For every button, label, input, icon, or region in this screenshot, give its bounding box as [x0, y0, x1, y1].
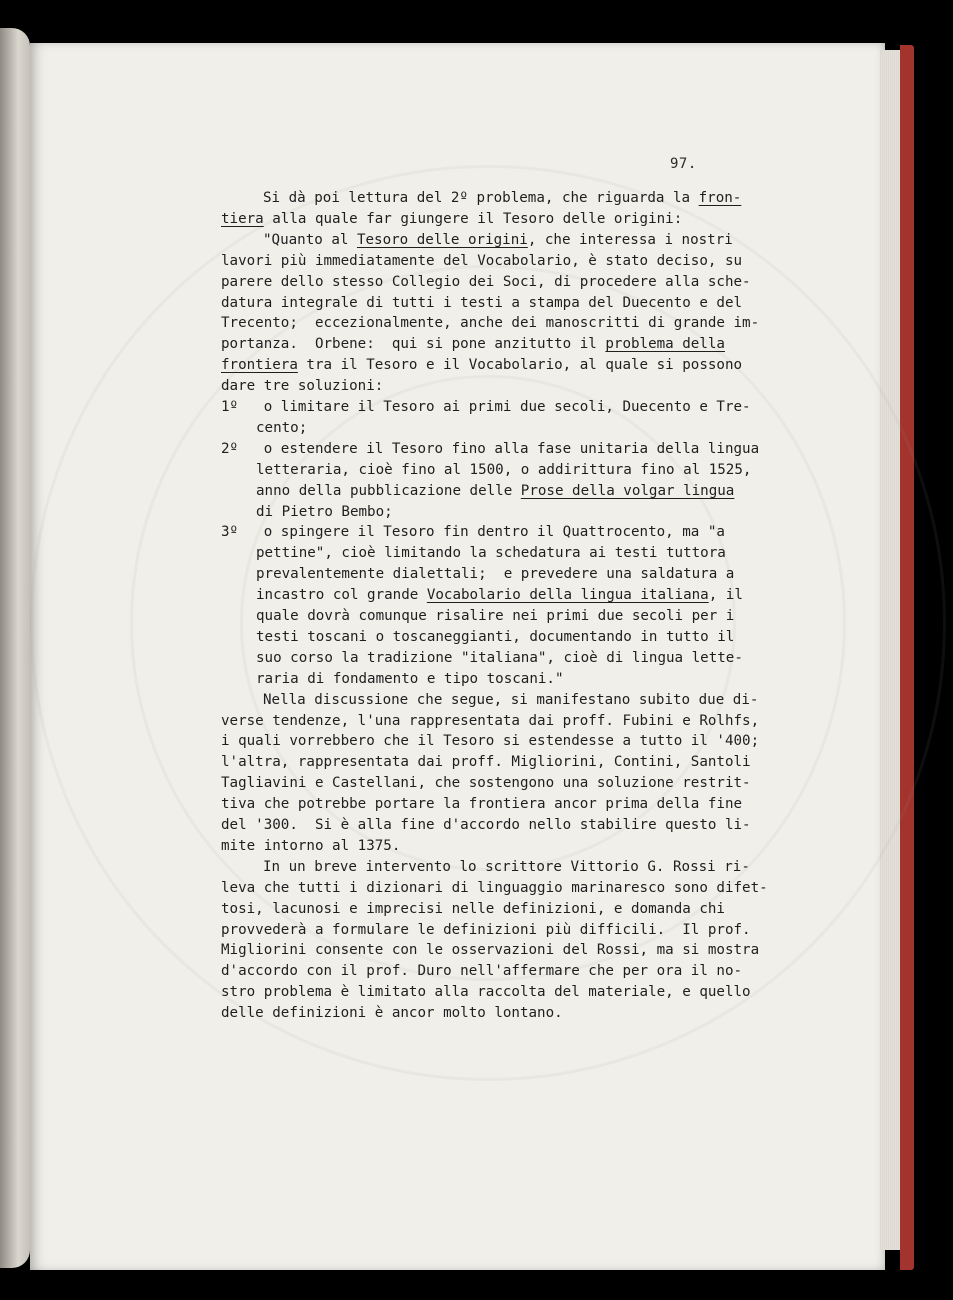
text-line	[256, 585, 743, 606]
underlined-text: problema della	[605, 336, 725, 353]
text-line	[221, 1003, 563, 1024]
text-segment: stro problema è limitato alla raccolta del materiale, e quello	[221, 984, 751, 1001]
text-segment: prevalentemente dialettali; e prevedere una saldatura a	[256, 566, 735, 583]
text-line	[221, 752, 751, 773]
text-line	[221, 815, 751, 836]
text-line	[221, 334, 725, 355]
page-number: 97.	[670, 156, 697, 172]
underlined-text: fron-	[698, 190, 742, 206]
text-segment: 1º o limitare il Tesoro ai primi due secoli, Duecento e Tre-	[221, 399, 751, 415]
text-segment: In un breve intervento lo scrittore Vittorio G. Rossi ri-	[263, 858, 750, 875]
text-segment: di Pietro Bembo;	[256, 503, 393, 520]
text-segment: dare tre soluzioni:	[221, 378, 384, 395]
text-segment: leva che tutti i dizionari di linguaggio marinaresco sono difet-	[221, 879, 768, 896]
text-segment: pettine", cioè limitando la schedatura ai testi tuttora	[256, 545, 726, 562]
text-line	[221, 982, 751, 1003]
text-segment: mite intorno al 1375.	[221, 837, 401, 854]
text-line	[221, 940, 759, 961]
text-line	[221, 711, 759, 732]
text-segment: , che interessa i nostri	[527, 231, 733, 248]
text-segment: tosi, lacunosi e imprecisi nelle definizioni, e domanda chi	[221, 900, 725, 917]
text-segment: , il	[708, 587, 743, 604]
text-segment: d'accordo con il prof. Duro nell'affermare che per ora il no-	[221, 963, 743, 980]
text-segment: provvederà a formulare le definizioni più difficili. Il prof.	[221, 921, 751, 938]
text-line	[256, 627, 734, 648]
text-line	[256, 481, 734, 502]
text-line	[221, 293, 742, 314]
page-stack-edges	[880, 50, 902, 1250]
text-segment: i quali vorrebbero che il Tesoro si estendesse a tutto il '400;	[221, 733, 760, 750]
text-segment: Migliorini consente con le osservazioni del Rossi, ma si mostra	[221, 942, 760, 959]
text-segment: tra il Tesoro e il Vocabolario, al quale si possono	[297, 357, 743, 374]
text-segment: raria di fondamento e tipo toscani."	[256, 670, 564, 687]
text-line	[256, 669, 564, 690]
text-segment: Si dà poi lettura del 2º problema, che riguarda la	[263, 190, 699, 206]
text-line	[221, 731, 759, 752]
previous-page-edge	[0, 28, 30, 1268]
text-line	[221, 899, 725, 920]
text-segment: incastro col grande	[256, 587, 427, 604]
text-segment: datura integrale di tutti i testi a stampa del Duecento e del	[221, 294, 743, 311]
text-segment: suo corso la tradizione "italiana", cioè di lingua lette-	[256, 649, 743, 666]
text-segment: cento;	[256, 419, 308, 436]
text-segment: Tagliavini e Castellani, che sostengono una soluzione restrit-	[221, 775, 751, 792]
text-line	[221, 272, 751, 293]
text-line	[221, 397, 751, 418]
text-line	[263, 230, 733, 251]
text-segment: "Quanto al	[263, 231, 357, 248]
text-line	[221, 794, 742, 815]
text-segment: tiva che potrebbe portare la frontiera ancor prima della fine	[221, 796, 743, 813]
text-segment: portanza. Orbene: qui si pone anzitutto il	[221, 336, 606, 353]
text-segment: Trecento; eccezionalmente, anche dei manoscritti di grande im-	[221, 315, 760, 332]
text-line	[221, 376, 383, 397]
text-line	[263, 188, 741, 209]
text-line	[256, 648, 743, 669]
text-line	[221, 251, 742, 272]
text-segment: delle definizioni è ancor molto lontano.	[221, 1005, 563, 1022]
text-line	[221, 920, 751, 941]
underlined-text: Tesoro delle origini	[356, 231, 528, 248]
text-line	[221, 439, 759, 460]
book-cover-edge	[900, 45, 914, 1270]
text-line	[263, 857, 750, 878]
text-line	[221, 522, 725, 543]
text-segment: lavori più immediatamente del Vocabolario, è stato deciso, su	[221, 252, 743, 269]
text-segment: letteraria, cioè fino al 1500, o addirittura fino al 1525,	[256, 461, 752, 478]
text-segment: testi toscani o toscaneggianti, documentando in tutto il	[256, 628, 735, 645]
text-line	[221, 209, 682, 230]
text-line	[256, 543, 726, 564]
text-line	[221, 313, 759, 334]
text-segment: quale dovrà comunque risalire nei primi due secoli per i	[256, 608, 735, 624]
text-line	[256, 502, 393, 523]
underlined-text: Vocabolario della lingua italiana	[426, 587, 709, 604]
text-segment: 3º o spingere il Tesoro fin dentro il Quattrocento, ma "a	[221, 524, 725, 541]
underlined-text: tiera	[221, 210, 264, 227]
text-line	[221, 961, 742, 982]
text-segment: Nella discussione che segue, si manifestano subito due di-	[263, 691, 759, 708]
text-segment: l'altra, rappresentata dai proff. Migliorini, Contini, Santoli	[221, 754, 751, 771]
text-segment: anno della pubblicazione delle	[256, 482, 521, 499]
text-line	[256, 606, 734, 627]
text-segment: alla quale far giungere il Tesoro delle origini:	[263, 210, 683, 227]
text-segment: verse tendenze, l'una rappresentata dai proff. Fubini e Rolhfs,	[221, 712, 760, 729]
text-segment: 2º o estendere il Tesoro fino alla fase unitaria della lingua	[221, 440, 760, 457]
text-line	[263, 690, 758, 711]
underlined-text: frontiera	[221, 357, 298, 374]
text-segment: parere dello stesso Collegio dei Soci, di procedere alla sche-	[221, 273, 751, 290]
underlined-text: Prose della volgar lingua	[520, 482, 735, 499]
text-line	[221, 836, 400, 857]
text-line	[221, 773, 751, 794]
text-line	[256, 460, 751, 481]
text-segment: del '300. Si è alla fine d'accordo nello stabilire questo li-	[221, 817, 751, 833]
text-line	[256, 564, 734, 585]
text-line	[221, 355, 742, 376]
text-line	[221, 878, 768, 899]
text-line	[256, 418, 307, 439]
